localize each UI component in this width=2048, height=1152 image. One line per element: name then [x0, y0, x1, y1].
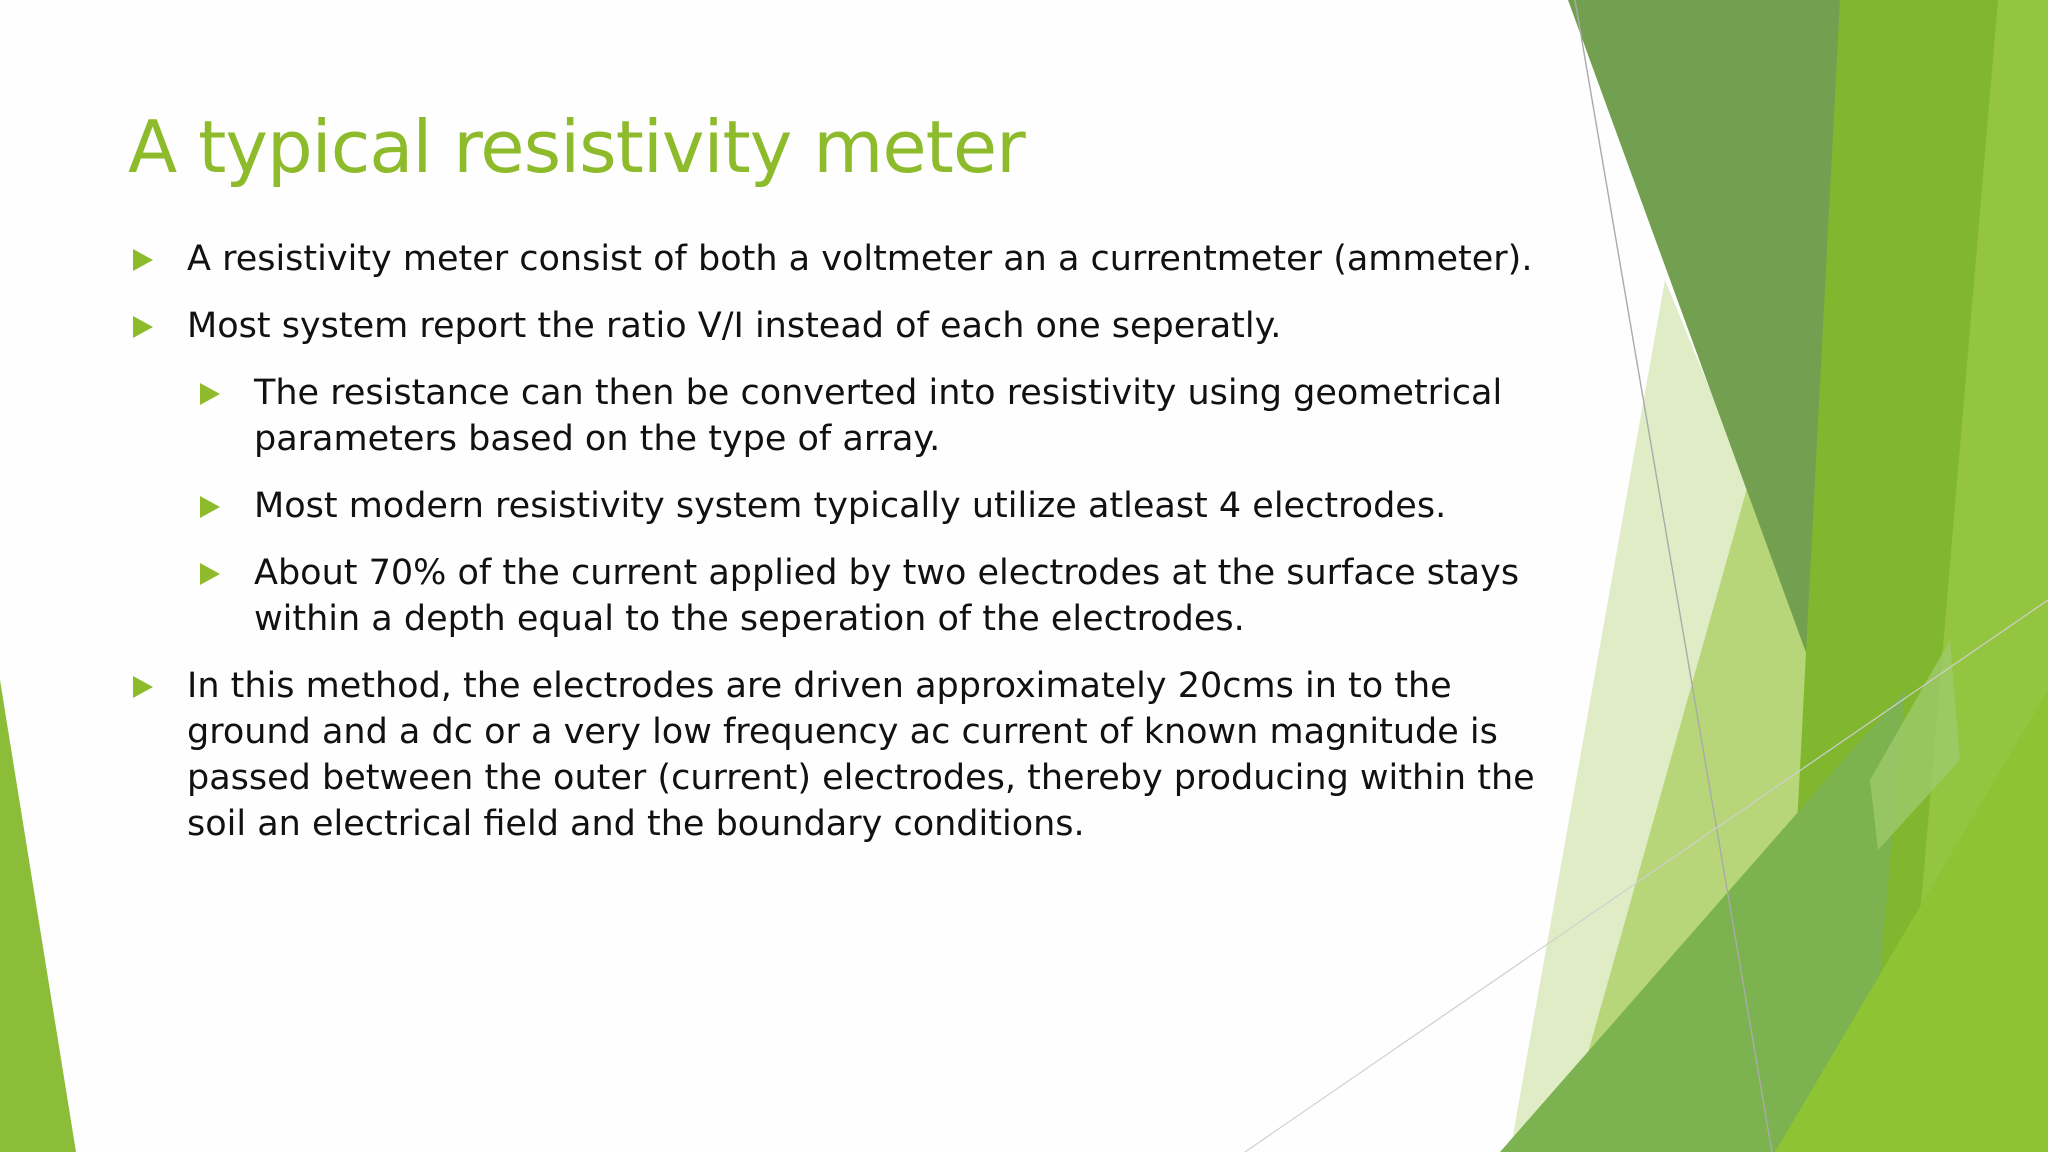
slide-title: A typical resistivity meter [128, 105, 1025, 189]
triangle-right-icon [133, 316, 153, 338]
triangle-right-icon [200, 563, 220, 585]
sub-bullet-text: About 70% of the current applied by two electrodes at the surface stays within a depth equal to the seperation of the electrodes. [254, 553, 1520, 639]
sub-bullet-item [195, 550, 1548, 642]
sub-bullet-item [195, 370, 1548, 462]
bullet-list [128, 236, 1548, 868]
triangle-right-icon [133, 676, 153, 698]
sub-bullet-item [195, 483, 1548, 529]
triangle-right-icon [133, 249, 153, 271]
bullet-item [128, 303, 1548, 349]
triangle-right-icon [200, 496, 220, 518]
bullet-text: A resistivity meter consist of both a voltmeter an a currentmeter (ammeter). [187, 239, 1533, 279]
bullet-text: In this method, the electrodes are driven approximately 20cms in to the ground and a dc or a very low frequency ac current of known magnitude is passed between the outer (current) electrodes, thereby producing within the soil an electrical field and the boundary conditions. [187, 666, 1535, 844]
triangle-right-icon [200, 383, 220, 405]
bullet-text: Most system report the ratio V/I instead of each one seperatly. [187, 306, 1282, 346]
sub-bullet-text: Most modern resistivity system typically utilize atleast 4 electrodes. [254, 486, 1447, 526]
bullet-item [128, 663, 1548, 847]
sub-bullet-text: The resistance can then be converted into resistivity using geometrical parameters based on the type of array. [254, 373, 1503, 459]
left-green-sliver [0, 680, 76, 1152]
bullet-item [128, 236, 1548, 282]
